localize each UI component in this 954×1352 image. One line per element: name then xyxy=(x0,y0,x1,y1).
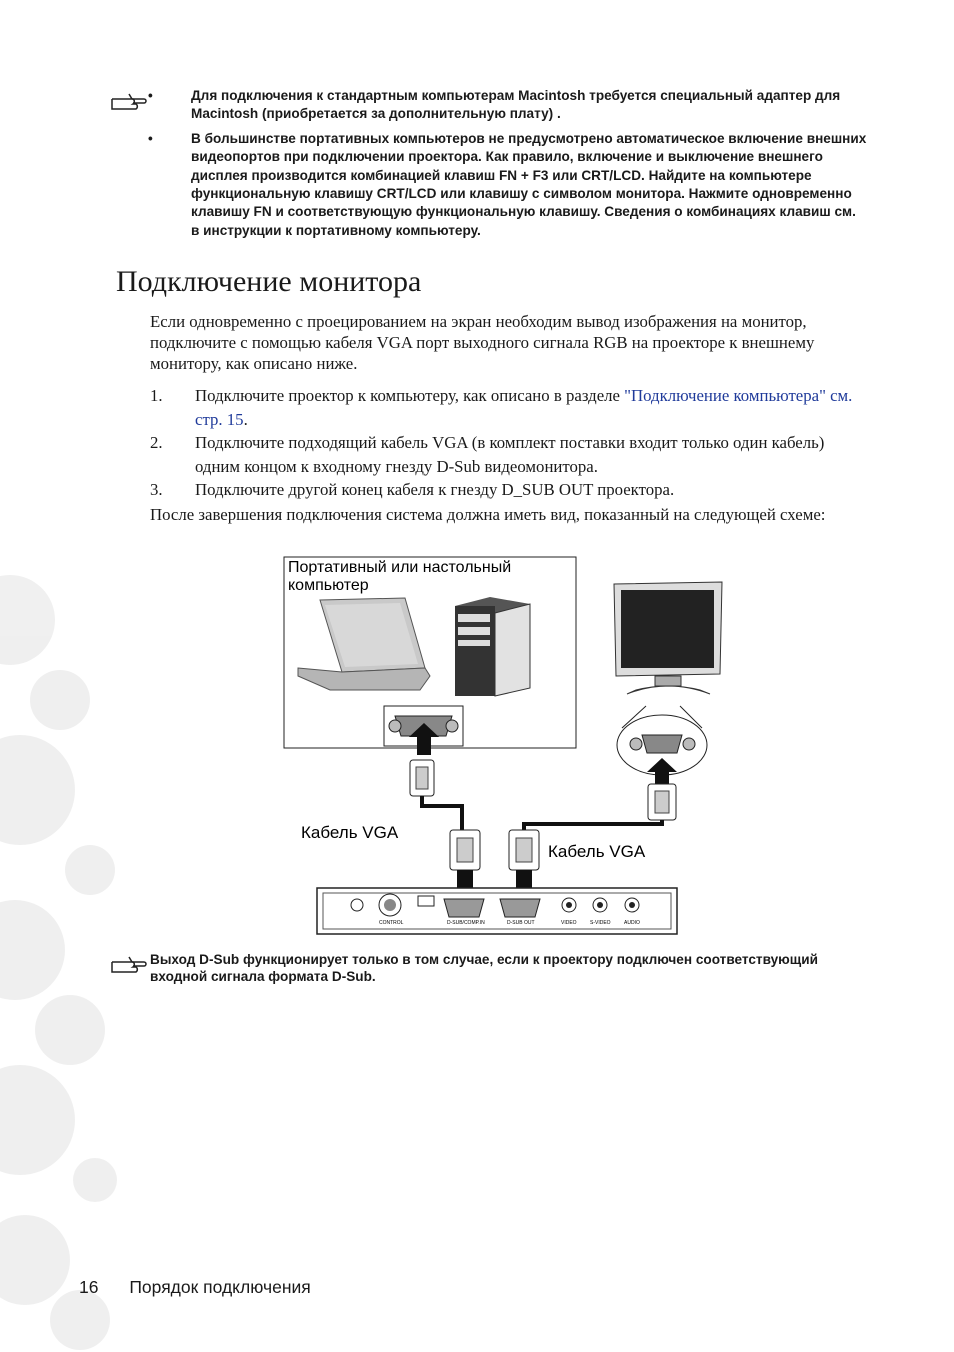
bullet: • xyxy=(148,130,153,146)
step-number: 3. xyxy=(150,480,163,499)
section-title: Подключение монитора xyxy=(116,265,422,298)
monitor-icon xyxy=(614,582,722,694)
cable-left xyxy=(422,796,462,830)
step-text-tail: . xyxy=(243,409,248,429)
port-label-video: VIDEO xyxy=(561,920,577,926)
cable-label-right: Кабель VGA xyxy=(548,842,646,861)
computer-label-line1: Портативный или настольный xyxy=(288,559,512,576)
pointing-hand-icon xyxy=(110,954,148,976)
computer-label-line2: компьютер xyxy=(288,577,369,594)
cable-right xyxy=(524,820,662,832)
footer-section-title: Порядок подключения xyxy=(129,1277,311,1297)
projector-io-panel xyxy=(317,888,677,934)
port-label-control: CONTROL xyxy=(379,920,404,926)
port-label-audio: AUDIO xyxy=(624,920,640,926)
intro-paragraph: Если одновременно с проецированием на экран необходим вывод изображения на монитор, подключите с помощью кабеля VGA порт выходного сигнала RGB на проекторе к внешнему монитору, как описано ниже. xyxy=(150,312,815,373)
vga-connector-monitor xyxy=(648,784,676,820)
after-steps-paragraph: После завершения подключения система должна иметь вид, показанный на следующей схеме: xyxy=(150,505,826,524)
port-label-dsub-in: D-SUB/COMP.IN xyxy=(447,920,485,926)
page-footer xyxy=(79,1277,311,1298)
vga-connector-computer xyxy=(410,760,434,796)
step-number: 1. xyxy=(150,386,163,405)
step-text: Подключите подходящий кабель VGA (в комплект поставки входит только один кабель) одним концом к входному гнезду D-Sub видеомонитора. xyxy=(195,433,825,476)
step-text: Подключите другой конец кабеля к гнезду D_SUB OUT проектора. xyxy=(195,480,675,499)
port-label-svideo: S-VIDEO xyxy=(590,920,611,926)
vga-connector-projector-out xyxy=(509,830,539,870)
cross-reference-link[interactable]: "Подключение компьютера" см. стр. 15 xyxy=(195,386,853,429)
desktop-tower-icon xyxy=(455,597,530,696)
cable-label-left: Кабель VGA xyxy=(301,823,399,842)
note-text: В большинстве портативных компьютеров не предусмотрено автоматическое включение внешних видеопортов при подключении проектора. Как правило, включение и выключение внешнего дисплея производится комбинацией клавиш FN + F3 или CRT/LCD. Найдите на компьютере функциональную клавишу CRT/LCD или клавишу с символом монитора. Нажмите одновременно клавишу FN и соответствующую функциональную клавишу. Сведения о комбинациях клавиш см. в инструкции к портативному компьютеру. xyxy=(191,130,867,238)
bottom-note: Выход D-Sub функционирует только в том случае, если к проектору подключен соответствующий входной сигнала формата D-Sub. xyxy=(150,952,818,984)
step-number: 2. xyxy=(150,433,163,452)
vga-connector-projector-in xyxy=(450,830,480,870)
note-text: Для подключения к стандартным компьютерам Macintosh требуется специальный адаптер для Macintosh (приобретается за дополнительную плату) . xyxy=(191,88,841,122)
port-label-dsub-out: D-SUB OUT xyxy=(507,920,535,926)
page-number: 16 xyxy=(79,1277,99,1297)
step-text: Подключите проектор к компьютеру, как описано в разделе xyxy=(195,386,625,405)
bullet: • xyxy=(148,88,153,103)
